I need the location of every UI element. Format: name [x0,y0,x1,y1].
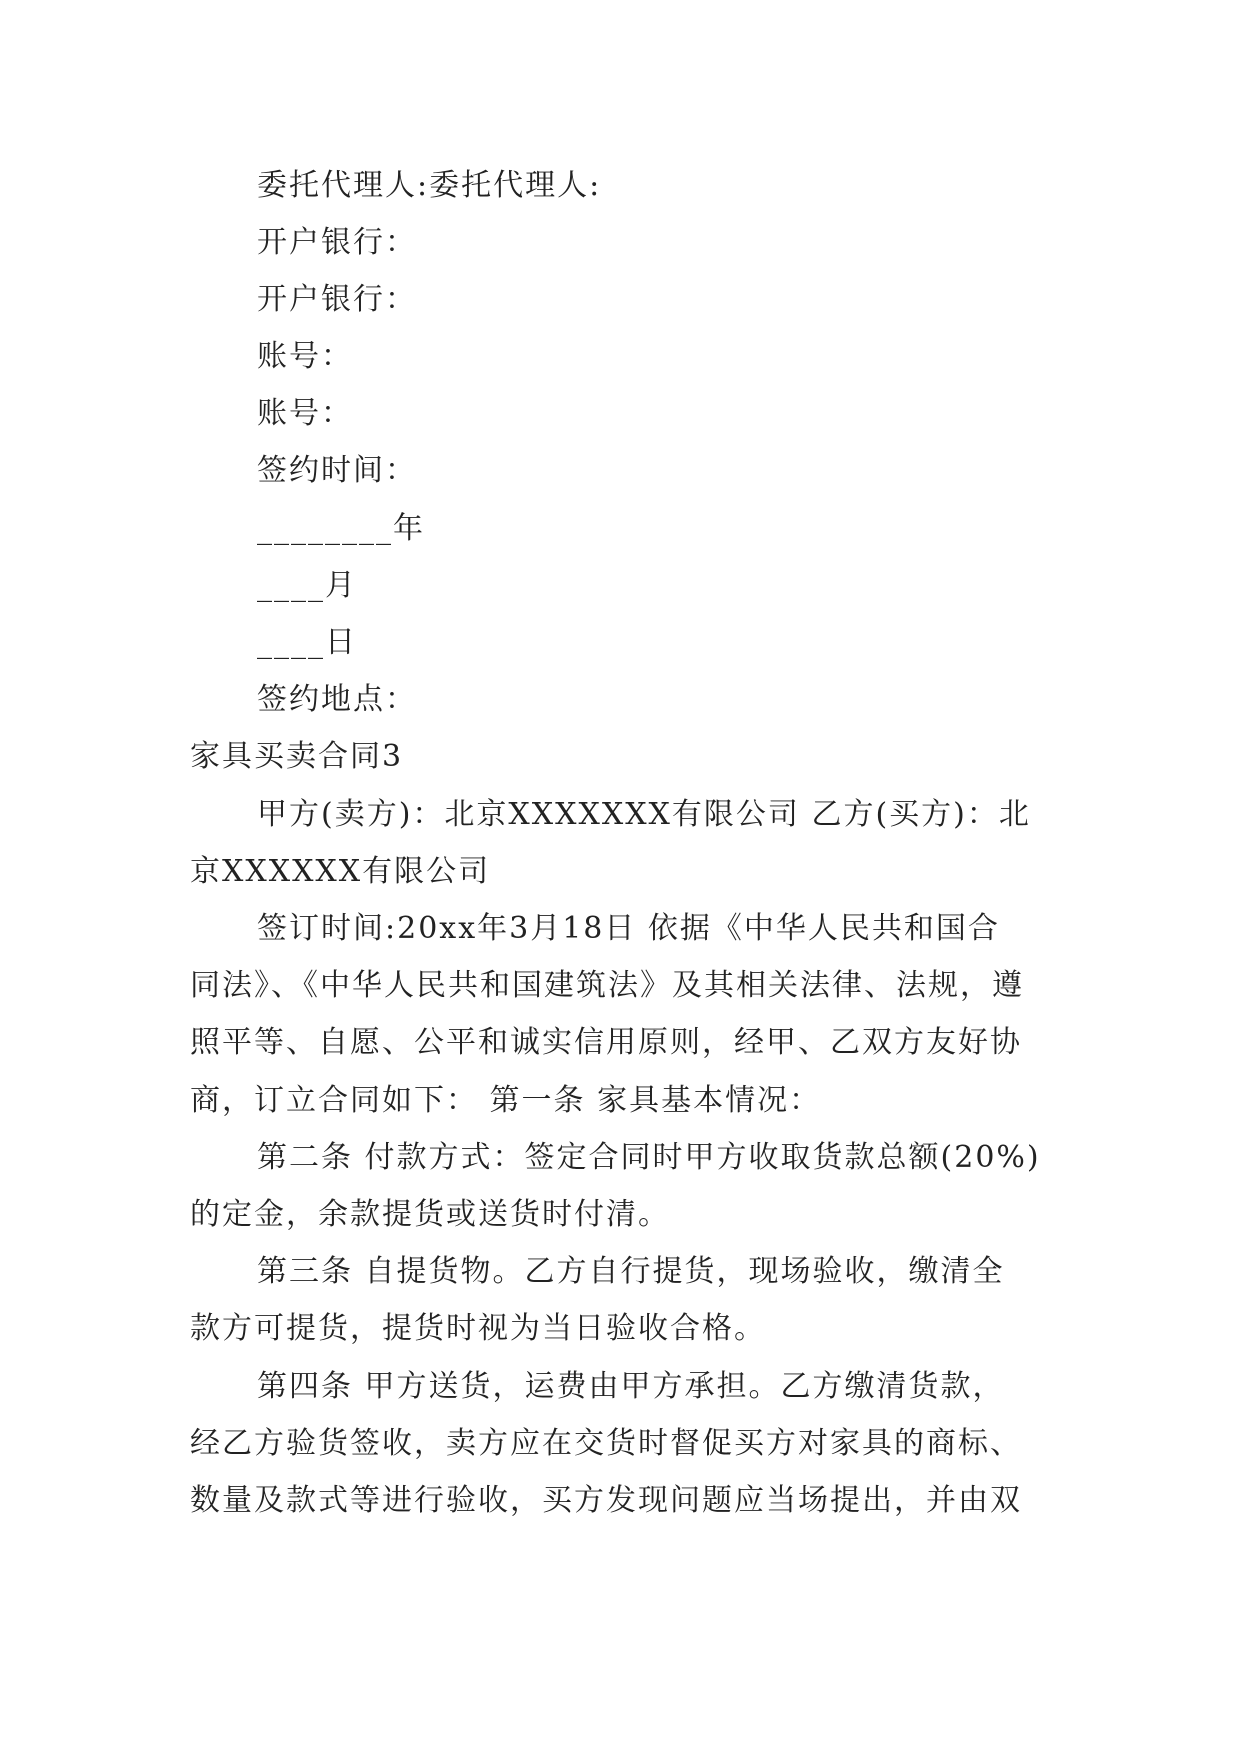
signing-place-line: 签约地点： [257,682,417,717]
year-line: ________年 [257,511,425,546]
bank-line: 开户银行： [257,282,417,317]
section-title: 家具买卖合同3 [190,739,404,774]
paragraph-line: 同法》、《中华人民共和国建筑法》及其相关法律、法规，遵 [190,968,1024,1003]
paragraph-line: 经乙方验货签收，卖方应在交货时督促买方对家具的商标、 [190,1426,1022,1461]
account-line: 账号： [257,339,353,374]
signing-time-line: 签约时间： [257,453,417,488]
paragraph-line: 的定金，余款提货或送货时付清。 [190,1197,670,1232]
bank-line: 开户银行： [257,225,417,260]
paragraph-line: 商，订立合同如下： 第一条 家具基本情况： [190,1083,822,1118]
paragraph-line: 京XXXXXX有限公司 [190,854,491,889]
agent-line: 委托代理人:委托代理人: [257,168,602,203]
paragraph-line: 第三条 自提货物。乙方自行提货，现场验收，缴清全 [257,1254,1005,1289]
paragraph-line: 第四条 甲方送货，运费由甲方承担。乙方缴清货款， [257,1369,1005,1404]
paragraph-line: 第二条 付款方式：签定合同时甲方收取货款总额(20%) [257,1140,1041,1175]
paragraph-line: 照平等、自愿、公平和诚实信用原则，经甲、乙双方友好协 [190,1025,1022,1060]
day-line: ____日 [257,625,357,660]
paragraph-line: 数量及款式等进行验收，买方发现问题应当场提出，并由双 [190,1483,1022,1518]
paragraph-line: 签订时间:20xx年3月18日 依据《中华人民共和国合 [257,911,1000,946]
paragraph-line: 甲方(卖方)：北京XXXXXXX有限公司 乙方(买方)：北 [257,797,1031,832]
month-line: ____月 [257,568,357,603]
account-line: 账号： [257,396,353,431]
paragraph-line: 款方可提货，提货时视为当日验收合格。 [190,1311,766,1346]
